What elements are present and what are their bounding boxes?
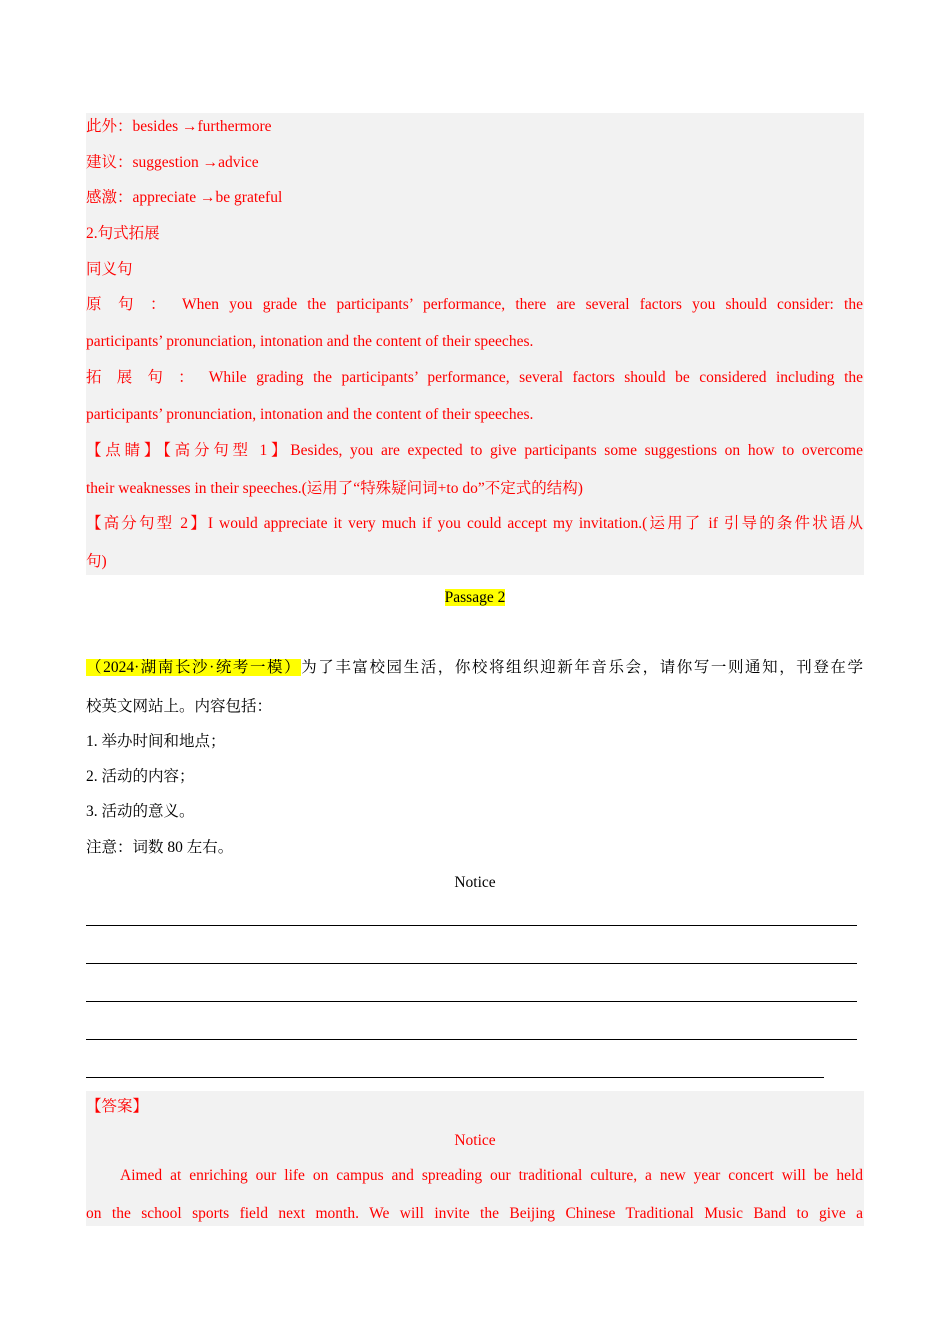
- source-tag: （2024·湖南长沙·统考一模）: [86, 659, 302, 676]
- vocab-line-1: 此外：besides →furthermore: [86, 118, 272, 135]
- original-sentence-line-2: participants’ pronunciation, intonation and the content of their speeches.: [86, 333, 534, 350]
- task-prompt-line-2: 校英文网站上。内容包括：: [86, 698, 273, 715]
- vocab-line-3: 感激：appreciate →be grateful: [86, 189, 283, 206]
- task-heading: Notice: [454, 874, 496, 891]
- section-title: 2.句式拓展: [86, 225, 160, 242]
- writing-line-2[interactable]: [86, 963, 857, 964]
- writing-line-5[interactable]: [86, 1077, 824, 1078]
- highlight-sentence-1-line-2: their weaknesses in their speeches.(运用了“特殊疑问词+to do”不定式的结构): [86, 480, 583, 497]
- task-prompt-line-1: [86, 658, 863, 678]
- expanded-sentence-line-1: 拓 展 句 ： While grading the participants’ performance, several factors should be considered including the: [86, 369, 863, 386]
- writing-line-3[interactable]: [86, 1001, 857, 1002]
- vocab-line-2: 建议：suggestion →advice: [86, 154, 259, 171]
- expanded-sentence-line-2: participants’ pronunciation, intonation and the content of their speeches.: [86, 406, 534, 423]
- writing-line-4[interactable]: [86, 1039, 857, 1040]
- passage-title-wrap: [0, 588, 950, 608]
- task-point-2: 2. 活动的内容；: [86, 768, 195, 785]
- original-sentence-line-1: 原 句 ： When you grade the participants’ performance, there are several factors you should consider: the: [86, 296, 863, 313]
- task-point-1: 1. 举办时间和地点；: [86, 733, 226, 750]
- answer-heading: Notice: [454, 1132, 496, 1149]
- writing-line-1[interactable]: [86, 925, 857, 926]
- prompt-text-1: 为了丰富校园生活，你校将组织迎新年音乐会，请你写一则通知，刊登在学: [301, 659, 863, 676]
- answer-line-1: Aimed at enriching our life on campus and spreading our traditional culture, a new year concert will be held: [120, 1167, 863, 1184]
- answer-label: 【答案】: [86, 1098, 149, 1115]
- task-note: 注意：词数 80 左右。: [86, 839, 234, 856]
- highlight-sentence-2-line-2: 句): [86, 553, 107, 570]
- highlight-sentence-1-line-1: 【点睛】【高分句型 1】Besides, you are expected to give participants some suggestions on how to overcome: [86, 442, 863, 459]
- task-point-3: 3. 活动的意义。: [86, 803, 195, 820]
- highlight-sentence-2-line-1: 【高分句型 2】I would appreciate it very much if you could accept my invitation.(运用了 if 引导的条件状语从: [86, 515, 863, 532]
- answer-line-2: on the school sports field next month. We will invite the Beijing Chinese Traditional Music Band to give a: [86, 1205, 863, 1222]
- synonym-title: 同义句: [86, 261, 133, 278]
- passage-title: Passage 2: [444, 589, 506, 606]
